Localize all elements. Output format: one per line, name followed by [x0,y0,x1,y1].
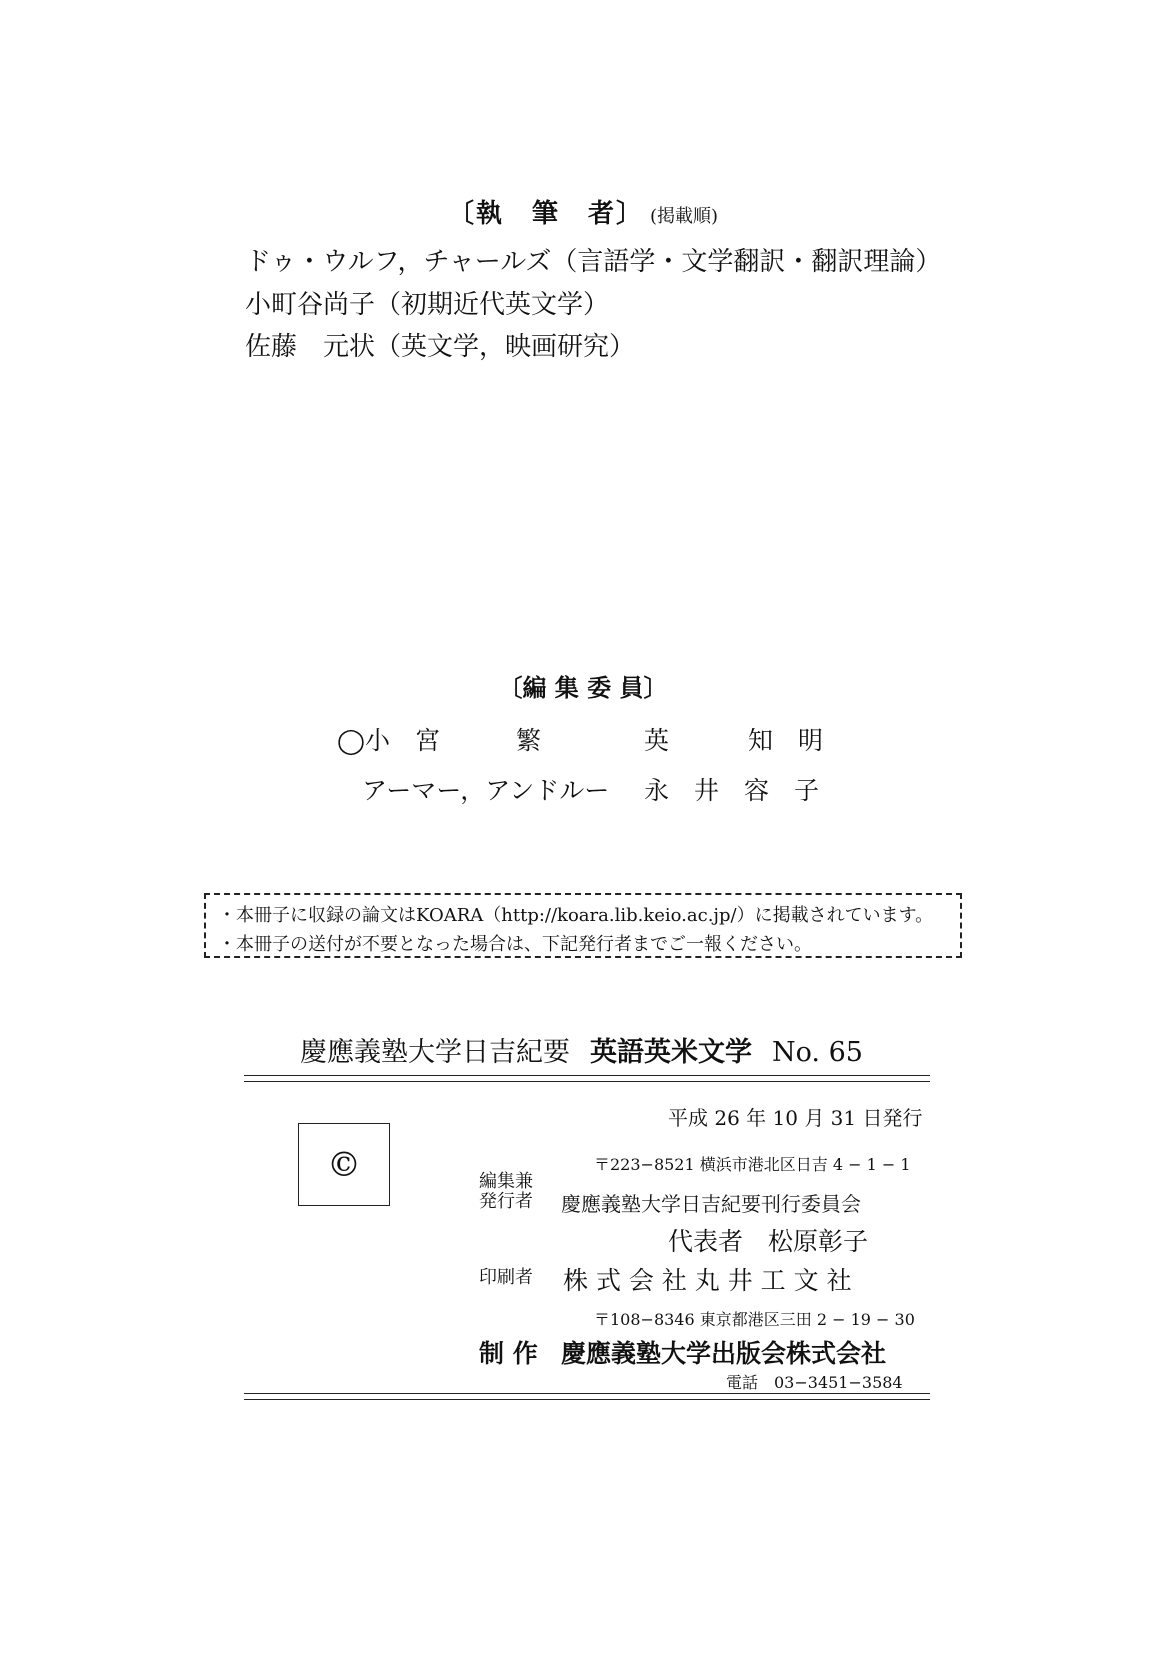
editor-name: アーマー，アンドルー [362,776,610,805]
printer-name: 株 式 会 社 丸 井 工 文 社 [563,1266,852,1295]
editor-name: 知 明 [748,726,824,755]
notice-box [204,893,962,958]
publisher-label-line2: 発行者 [479,1191,533,1212]
author-line: 佐藤 元状（英文学，映画研究） [245,332,636,362]
journal-number: No. 65 [772,1037,863,1068]
author-line: ドゥ・ウルフ，チャールズ（言語学・文学翻訳・翻訳理論） [245,247,942,277]
journal-series: 英語英米文学 [590,1037,752,1068]
authors-heading-title: 〔執 筆 者〕 [447,199,644,229]
divider-top-1 [244,1075,930,1076]
publisher-label [479,1172,533,1212]
issue-date: 平成 26 年 10 月 31 日発行 [668,1106,923,1130]
phone-number: 電話 03−3451−3584 [726,1373,903,1392]
notice-line: ・本冊子の送付が不要となった場合は、下記発行者までご一報ください。 [218,934,812,955]
editor-name: 永 井 容 子 [644,776,820,805]
editor-name: 英 [644,726,670,755]
editor-name: 繁 [516,726,542,755]
editors-heading: 〔編 集 委 員〕 [498,673,668,702]
copyright-icon: © [327,1144,361,1185]
publisher-name: 慶應義塾大学日吉紀要刊行委員会 [561,1192,861,1216]
representative: 代表者 松原彰子 [668,1227,869,1256]
divider-top-2 [244,1081,930,1082]
divider-bottom-1 [244,1393,930,1394]
producer-address: 〒108−8346 東京都港区三田 2 − 19 − 30 [594,1310,915,1329]
copyright-box [298,1123,390,1206]
authors-heading-note: (掲載順) [649,206,719,227]
printer-label: 印刷者 [479,1267,533,1288]
author-line: 小町谷尚子（初期近代英文学） [245,290,610,320]
producer-name: 慶應義塾大学出版会株式会社 [561,1339,887,1368]
notice-line: ・本冊子に収録の論文はKOARA（http://koara.lib.keio.ac.jp/）に掲載されています。 [218,905,934,926]
divider-bottom-2 [244,1399,930,1400]
producer-label: 制 作 [479,1339,538,1368]
authors-heading [0,193,1166,230]
journal-title-line [300,1030,863,1069]
editor-name: ◯小 宮 [337,726,440,755]
journal-title: 慶應義塾大学日吉紀要 [300,1037,570,1068]
publisher-label-line1: 編集兼 [479,1171,533,1192]
publisher-address: 〒223−8521 横浜市港北区日吉 4 − 1 − 1 [594,1155,911,1174]
